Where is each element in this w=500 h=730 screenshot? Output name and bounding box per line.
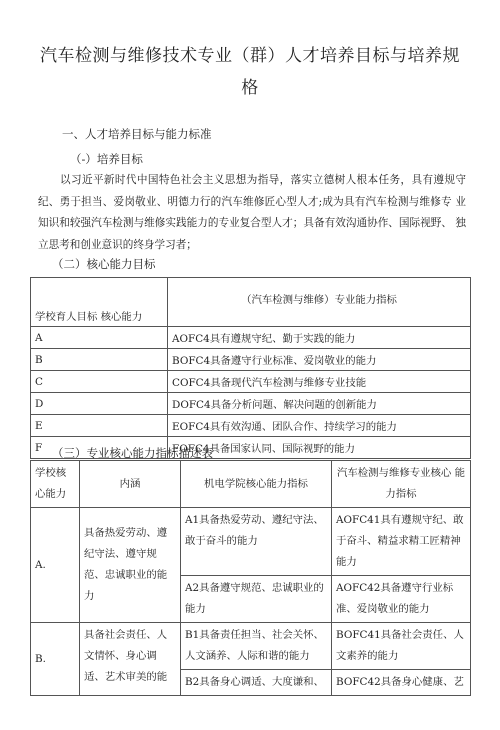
table-cell: BOFC4具备遵守行业标准、爱岗敬业的能力: [168, 349, 471, 371]
table-cell: C: [31, 371, 168, 393]
table-cell: BOFC42具备身心健康、艺: [332, 670, 471, 696]
table-row: [31, 508, 471, 576]
subsection-heading: （三）专业核心能力指标描述表: [52, 446, 213, 460]
goal-paragraph: 以习近平新时代中国特色社会主义思想为指导，落实立德树人根本任务，具有遵规守 纪、勇于担当、爱岗敬业、明德力行的汽车维修匠心型人才;成为具有汽车检测与维修专 业知识和较强汽车检测与维修实践能力的专业复合型人才；具备有效沟通协作、国际视野、 独立思考和创业意识的终身学习者；: [38, 174, 466, 251]
table-row: [31, 415, 471, 437]
table-header-row: [31, 461, 471, 508]
table-header-cell: 汽车检测与维修专业核心 能力指标: [332, 461, 471, 508]
table-cell: DOFC4具备分析问题、解决问题的创新能力: [168, 393, 471, 415]
table-cell: A: [31, 327, 168, 349]
table-cell: EOFC4具有效沟通、团队合作、持续学习的能力: [168, 415, 471, 437]
table-row: [31, 623, 471, 670]
table-cell: B: [31, 349, 168, 371]
table-cell: FOFC4具备国家认同、国际视野的能力: [168, 437, 471, 459]
table-cell: B.: [31, 623, 80, 696]
table-header-cell: （汽车检测与维修）专业能力指标: [168, 278, 471, 327]
table-cell: 具备社会责任、人文情怀、身心调适、艺术审美的能: [80, 623, 181, 696]
table-cell: F: [31, 437, 168, 459]
table-cell: COFC4具备现代汽车检测与维修专业技能: [168, 371, 471, 393]
table-header-cell: 学校核心能力: [31, 461, 80, 508]
table-cell: E: [31, 415, 168, 437]
core-ability-table: [30, 277, 471, 459]
table-header-row: [31, 278, 471, 327]
table-cell: A.: [31, 508, 80, 623]
table-row: [31, 393, 471, 415]
table-header-cell: 内涵: [80, 461, 181, 508]
table-row: [31, 327, 471, 349]
ability-description-table: [30, 460, 471, 696]
document-title: 汽车检测与维修技术专业（群）人才培养目标与培养规格: [40, 46, 460, 98]
table-cell: A2具备遵守规范、忠诚职业的能力: [181, 576, 332, 623]
table-cell: B2具备身心调适、大度谦和、: [181, 670, 332, 696]
table-header-cell: 机电学院核心能力指标: [181, 461, 332, 508]
table-cell: A1具备热爱劳动、遵纪守法、敢于奋斗的能力: [181, 508, 332, 576]
table-row: [31, 349, 471, 371]
subsection-heading: （二）核心能力目标: [52, 257, 156, 271]
table-cell: AOFC4具有遵规守纪、勤于实践的能力: [168, 327, 471, 349]
table-cell: D: [31, 393, 168, 415]
table-header-cell: 学校育人目标 核心能力: [31, 278, 168, 327]
table-cell: BOFC41具备社会责任、人文素养的能力: [332, 623, 471, 670]
section-heading: 一、人才培养目标与能力标准: [62, 127, 212, 141]
table-cell: 具备热爱劳动、遵纪守法、遵守规范、忠诚职业的能力: [80, 508, 181, 623]
table-cell: AOFC42具备遵守行业标准、爱岗敬业的能力: [332, 576, 471, 623]
table-cell: AOFC41具有遵规守纪、敢 于奋斗、精益求精工匠精神 能力: [332, 508, 471, 576]
table-row: [31, 371, 471, 393]
subsection-heading: （-）培养目标: [70, 152, 143, 166]
table-cell: B1具备责任担当、社会关怀、 人文涵养、人际和谐的能力: [181, 623, 332, 670]
